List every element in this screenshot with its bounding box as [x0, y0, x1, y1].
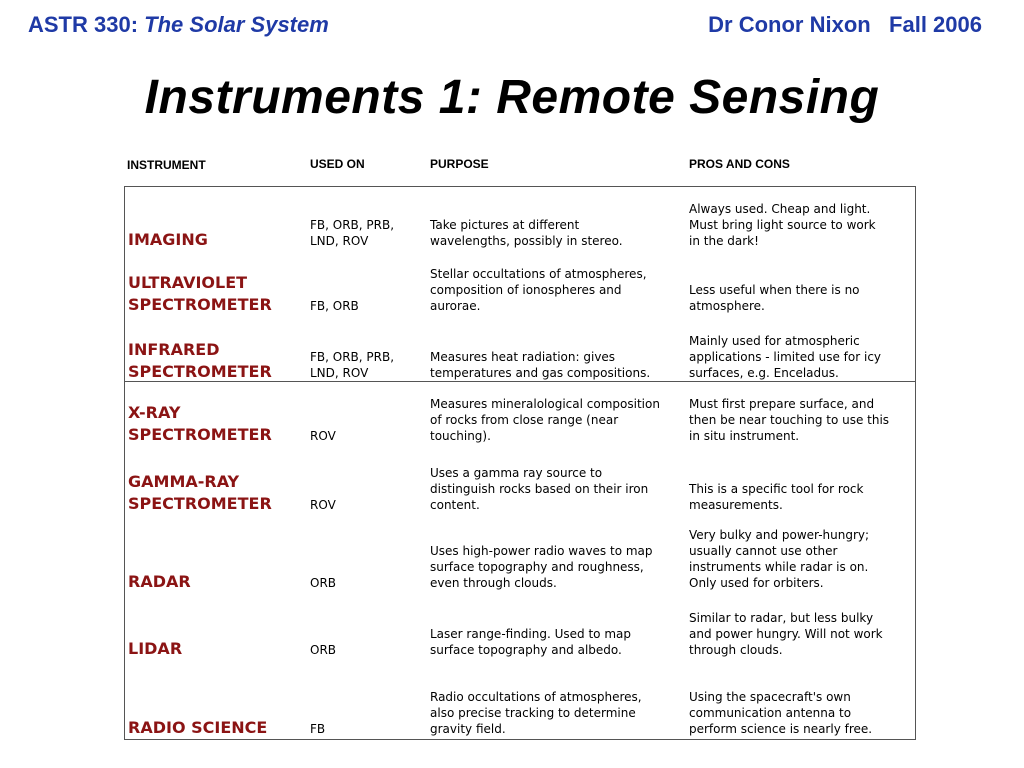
- used-on-cell-line: FB, ORB, PRB,: [310, 218, 395, 232]
- pros-cons-cell-line: in situ instrument.: [689, 429, 800, 443]
- pros-cons-cell-line: Similar to radar, but less bulky: [689, 611, 874, 625]
- used-on-cell-line: ORB: [310, 576, 337, 590]
- used-on-cell-line: LND, ROV: [310, 366, 369, 380]
- pros-cons-cell-line: in the dark!: [689, 234, 759, 248]
- used-on-cell-line: FB: [310, 722, 326, 736]
- instrument-name-line: SPECTROMETER: [128, 295, 272, 314]
- purpose-cell: [430, 465, 680, 513]
- purpose-cell: [430, 217, 680, 249]
- purpose-cell-line: also precise tracking to determine: [430, 706, 636, 720]
- pros-cons-cell: [689, 396, 917, 444]
- instrument-name-line: SPECTROMETER: [128, 425, 272, 444]
- instrument-name-line: ULTRAVIOLET: [128, 273, 248, 292]
- used-on-cell: [310, 349, 420, 381]
- pros-cons-cell-line: Very bulky and power-hungry;: [689, 528, 870, 542]
- instrument-name-line: SPECTROMETER: [128, 494, 272, 513]
- purpose-cell-line: composition of ionospheres and: [430, 283, 622, 297]
- used-on-cell: [310, 217, 420, 249]
- pros-cons-cell-line: atmosphere.: [689, 299, 765, 313]
- used-on-cell: [310, 298, 420, 314]
- pros-cons-cell: [689, 527, 917, 591]
- pros-cons-cell-line: Mainly used for atmospheric: [689, 334, 860, 348]
- purpose-cell-line: gravity field.: [430, 722, 506, 736]
- pros-cons-cell: [689, 201, 917, 249]
- pros-cons-cell-line: Always used. Cheap and light.: [689, 202, 871, 216]
- purpose-cell: [430, 543, 680, 591]
- used-on-cell-line: ROV: [310, 498, 336, 512]
- purpose-cell-line: even through clouds.: [430, 576, 557, 590]
- instrument-name-line: SPECTROMETER: [128, 362, 272, 381]
- purpose-cell-line: aurorae.: [430, 299, 481, 313]
- instrument-name-line: RADIO SCIENCE: [128, 718, 268, 737]
- purpose-cell: [430, 266, 680, 314]
- pros-cons-cell: [689, 481, 917, 513]
- purpose-cell-line: Measures mineralological composition: [430, 397, 660, 411]
- instrument-name-line: IMAGING: [128, 230, 208, 249]
- purpose-cell-line: Laser range-finding. Used to map: [430, 627, 631, 641]
- pros-cons-cell: [689, 689, 917, 737]
- instrument-name-line: RADAR: [128, 572, 191, 591]
- purpose-cell-line: surface topography and roughness,: [430, 560, 644, 574]
- purpose-cell-line: Uses a gamma ray source to: [430, 466, 603, 480]
- purpose-cell-line: Radio occultations of atmospheres,: [430, 690, 642, 704]
- purpose-cell-line: temperatures and gas compositions.: [430, 366, 651, 380]
- pros-cons-cell-line: and power hungry. Will not work: [689, 627, 883, 641]
- purpose-cell: [430, 626, 680, 658]
- instrument-name-line: X-RAY: [128, 403, 181, 422]
- instrument-name: [128, 229, 208, 251]
- pros-cons-cell-line: Must first prepare surface, and: [689, 397, 875, 411]
- pros-cons-cell-line: surfaces, e.g. Enceladus.: [689, 366, 839, 380]
- used-on-cell-line: FB, ORB, PRB,: [310, 350, 395, 364]
- instrument-name: [128, 571, 191, 593]
- instrument-name-line: GAMMA-RAY: [128, 472, 240, 491]
- instrument-name-line: INFRARED: [128, 340, 220, 359]
- purpose-cell-line: wavelengths, possibly in stereo.: [430, 234, 623, 248]
- course-title: The Solar System: [144, 12, 329, 37]
- used-on-cell-line: FB, ORB: [310, 299, 359, 313]
- term: Fall 2006: [889, 12, 982, 37]
- pros-cons-cell-line: applications - limited use for icy: [689, 350, 882, 364]
- pros-cons-cell-line: Using the spacecraft's own: [689, 690, 851, 704]
- instrument-name: [128, 402, 272, 446]
- instrument-name: [128, 339, 272, 383]
- used-on-cell: [310, 721, 420, 737]
- used-on-cell: [310, 575, 420, 591]
- pros-cons-cell-line: Less useful when there is no: [689, 283, 860, 297]
- used-on-cell-line: LND, ROV: [310, 234, 369, 248]
- instrument-name: [128, 717, 267, 739]
- purpose-cell-line: Take pictures at different: [430, 218, 580, 232]
- purpose-cell-line: touching).: [430, 429, 491, 443]
- course-code: ASTR 330:: [28, 12, 139, 37]
- purpose-cell-line: surface topography and albedo.: [430, 643, 622, 657]
- pros-cons-cell-line: Must bring light source to work: [689, 218, 876, 232]
- purpose-cell-line: Measures heat radiation: gives: [430, 350, 616, 364]
- purpose-cell-line: Uses high-power radio waves to map: [430, 544, 653, 558]
- purpose-cell: [430, 689, 680, 737]
- purpose-cell: [430, 349, 680, 381]
- slide-title: Instruments 1: Remote Sensing: [144, 71, 880, 124]
- purpose-cell: [430, 396, 680, 444]
- instrument-name: [128, 471, 272, 515]
- pros-cons-cell-line: usually cannot use other: [689, 544, 838, 558]
- pros-cons-cell-line: measurements.: [689, 498, 783, 512]
- pros-cons-cell-line: then be near touching to use this: [689, 413, 890, 427]
- purpose-cell-line: Stellar occultations of atmospheres,: [430, 267, 647, 281]
- pros-cons-cell: [689, 282, 917, 314]
- purpose-cell-line: distinguish rocks based on their iron: [430, 482, 649, 496]
- instrument-name-line: LIDAR: [128, 639, 183, 658]
- pros-cons-cell: [689, 610, 917, 658]
- column-header-purpose: PURPOSE: [430, 157, 489, 171]
- pros-cons-cell-line: communication antenna to: [689, 706, 852, 720]
- course-header: [28, 12, 329, 38]
- pros-cons-cell-line: Only used for orbiters.: [689, 576, 824, 590]
- purpose-cell-line: content.: [430, 498, 480, 512]
- pros-cons-cell-line: This is a specific tool for rock: [689, 482, 864, 496]
- pros-cons-cell-line: instruments while radar is on.: [689, 560, 869, 574]
- instrument-name: [128, 638, 182, 660]
- used-on-cell: [310, 428, 420, 444]
- instrument-name: [128, 272, 272, 316]
- instructor-name: Dr Conor Nixon: [708, 12, 871, 37]
- column-header-used-on: USED ON: [310, 157, 365, 171]
- used-on-cell: [310, 642, 420, 658]
- used-on-cell: [310, 497, 420, 513]
- pros-cons-cell-line: perform science is nearly free.: [689, 722, 873, 736]
- pros-cons-cell-line: through clouds.: [689, 643, 783, 657]
- used-on-cell-line: ROV: [310, 429, 336, 443]
- column-header-pros-cons: PROS AND CONS: [689, 157, 790, 171]
- purpose-cell-line: of rocks from close range (near: [430, 413, 619, 427]
- instructor-header: [708, 12, 982, 38]
- pros-cons-cell: [689, 333, 917, 381]
- used-on-cell-line: ORB: [310, 643, 337, 657]
- column-header-instrument: INSTRUMENT: [127, 158, 206, 172]
